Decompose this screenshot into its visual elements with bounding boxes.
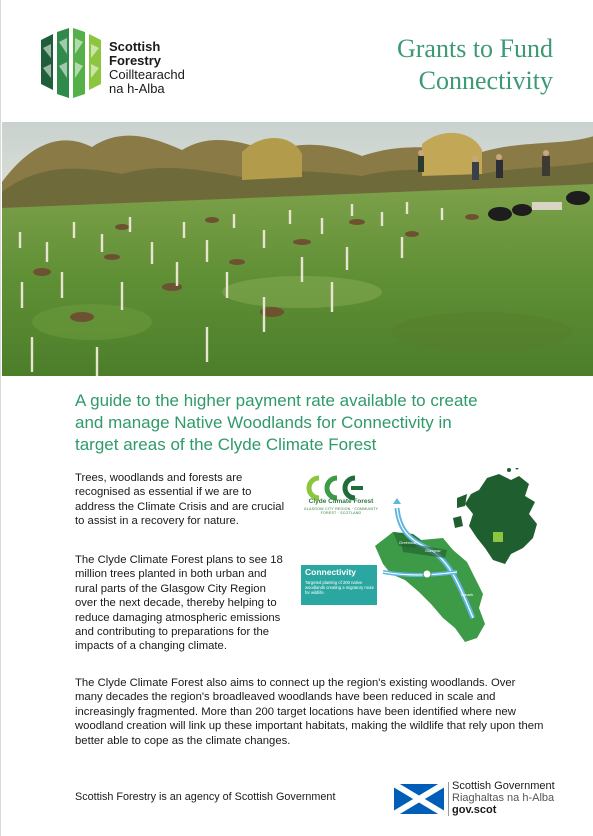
guide-subtitle-line1: A guide to the higher payment rate available to create (75, 391, 478, 410)
org-name-en-line1: Scottish (109, 39, 161, 54)
connectivity-title: Connectivity (305, 567, 357, 577)
ccf-name: Clyde Climate Forest (308, 498, 374, 505)
org-name-gd-line2: na h-Alba (109, 81, 165, 96)
connectivity-callout (301, 565, 377, 605)
guide-subtitle (75, 390, 545, 456)
org-name-gd-line1: Coilltearachd (109, 67, 185, 82)
gov-url: gov.scot (452, 804, 497, 816)
scottish-government-logo (394, 780, 564, 820)
logo-wordmark (109, 40, 185, 96)
connect-woodlands-paragraph: The Clyde Climate Forest also aims to connect up the region's existing woodlands. Over many decades the region's broadleaved woodlands have been reduced in scale and increasingly fragmented. More than 200 target locations have been identified where new woodland creation will link up these important habitats, making the wildlife that rely upon them better able to cope as the climate changes. (75, 677, 544, 747)
map-label-glasgow: Glasgow (425, 548, 441, 553)
saltire-flag-icon (394, 784, 444, 814)
map-label-lanark: Lanark (461, 592, 474, 597)
plans-paragraph: The Clyde Climate Forest plans to see 18 million trees planted in both urban and rural parts of the Glasgow City Region over the next decade, thereby helping to reduce damaging atmospheric emissions and contributing to preparations for the impacts of a changing climate. (75, 554, 283, 653)
scottish-forestry-logo (39, 28, 229, 104)
org-name-en-line2: Forestry (109, 53, 162, 68)
tree-planting-photo (2, 122, 593, 376)
intro-paragraph: Trees, woodlands and forests are recognised as essential if we are to address the Climate Crisis and are crucial to assist in a recovery for nature. (75, 472, 285, 528)
clyde-climate-forest-map-figure (297, 468, 543, 650)
gov-name-gd: Riaghaltas na h-Alba (452, 792, 555, 804)
connectivity-description: Targeted planting of 200 native woodlands creating a migratory route for wildlife. (305, 580, 374, 596)
gov-wordmark (452, 780, 555, 816)
guide-subtitle-line2: and manage Native Woodlands for Connectivity in (75, 413, 452, 432)
tree-planting-photo-image (2, 122, 593, 376)
scottish-forestry-logo-icon (39, 28, 101, 102)
page-title-line1: Grants to Fund (397, 34, 553, 63)
gov-name-en: Scottish Government (452, 780, 555, 792)
guide-subtitle-line3: target areas of the Clyde Climate Forest (75, 435, 377, 454)
region-map (297, 468, 543, 650)
page-title (397, 33, 553, 97)
gov-logo-divider (448, 782, 449, 816)
ccf-tagline: GLASGOW CITY REGION · COMMUNITY FOREST · SCOTLAND (303, 507, 379, 515)
agency-statement: Scottish Forestry is an agency of Scottish Government (75, 791, 336, 803)
page-title-line2: Connectivity (418, 66, 553, 95)
map-label-greenock: Greenock (399, 540, 417, 545)
